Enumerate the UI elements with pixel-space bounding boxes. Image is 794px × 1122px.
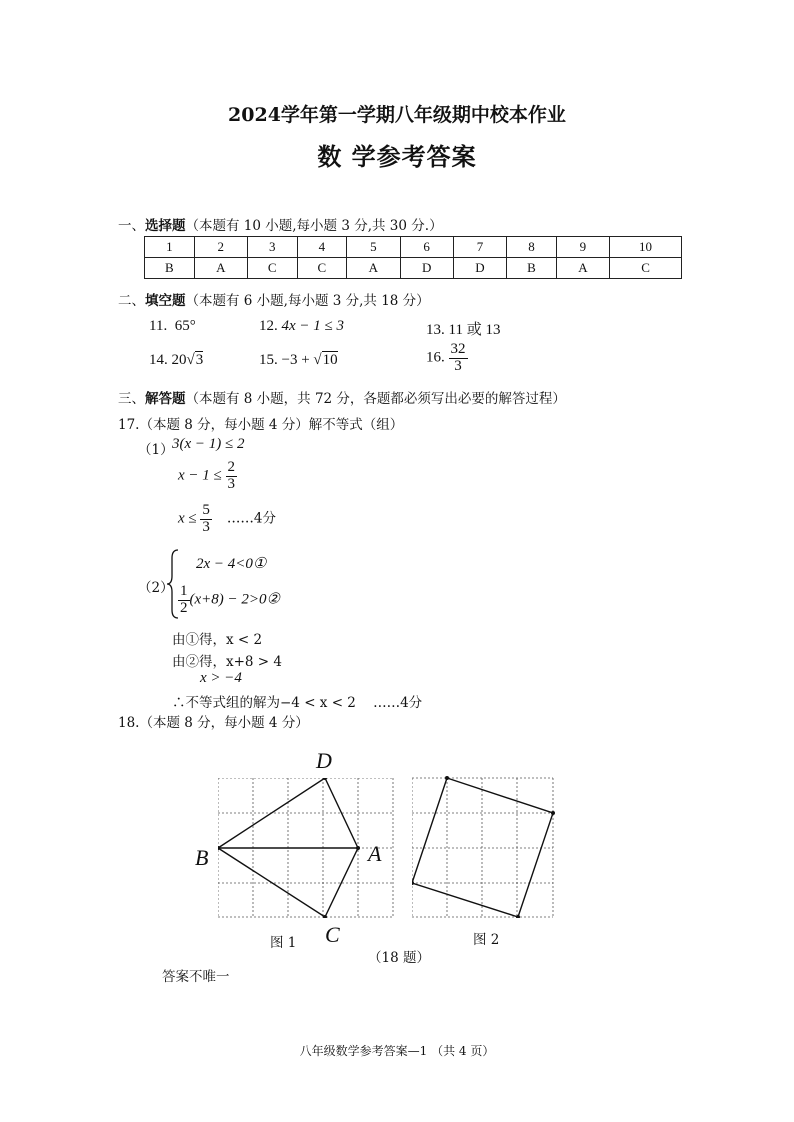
q18-note: 答案不唯一 — [162, 969, 230, 985]
answer-coefficient: 20 — [171, 352, 187, 368]
fraction-denominator: 2 — [180, 599, 188, 616]
table-cell: 4 — [297, 237, 347, 258]
section3-number: 三、 — [118, 391, 145, 407]
system-inequality-2 — [178, 584, 280, 617]
page-title: 2024学年第一学期八年级期中校本作业 — [228, 104, 566, 126]
table-cell: D — [453, 258, 506, 279]
fraction-denominator: 3 — [454, 357, 462, 374]
answer-16 — [426, 342, 468, 375]
table-cell: D — [400, 258, 453, 279]
fraction — [449, 342, 468, 375]
table-cell: C — [610, 258, 682, 279]
table-cell: C — [297, 258, 347, 279]
equation: (x+8) − 2>0② — [189, 591, 280, 608]
answer-value: 4x − 1 ≤ 3 — [281, 318, 345, 334]
q18-caption: （18 题） — [368, 950, 430, 966]
answer-12 — [259, 318, 344, 335]
answer-table-numbers-row — [145, 237, 682, 258]
section3-title: 解答题 — [145, 391, 186, 407]
table-cell: 7 — [453, 237, 506, 258]
table-cell: 8 — [507, 237, 557, 258]
system-inequality-1 — [196, 554, 266, 573]
section3-heading — [118, 387, 566, 407]
fraction-numerator: 2 — [227, 459, 236, 475]
section1-heading — [118, 214, 443, 234]
q17-step2: 由②得，x+8 > 4 — [172, 654, 282, 670]
sqrt-icon: √ — [313, 352, 322, 368]
equation: x − 1 ≤ — [178, 467, 222, 484]
fraction — [226, 460, 238, 493]
section2-note: （本题有 6 小题,每小题 3 分,共 18 分） — [185, 293, 430, 309]
table-cell: B — [145, 258, 195, 279]
answer-value: 11 或 13 — [448, 322, 501, 338]
answer-table-answers-row — [145, 258, 682, 279]
fraction-numerator: 1 — [180, 583, 188, 599]
q17-part1-line3 — [178, 503, 276, 536]
section1-title: 选择题 — [145, 218, 186, 234]
sqrt-icon: √ — [186, 352, 195, 368]
answer-number: 15. — [259, 352, 278, 368]
figure-2 — [412, 776, 558, 918]
equation: x ≤ — [178, 510, 197, 527]
label-A: A — [368, 841, 382, 866]
table-cell: 6 — [400, 237, 453, 258]
fraction-numerator: 5 — [202, 502, 210, 518]
answer-radicand: 3 — [195, 352, 204, 368]
answer-radicand: 10 — [322, 352, 338, 368]
answer-number: 13. — [426, 322, 445, 338]
q17-title: 17.（本题 8 分，每小题 4 分）解不等式（组） — [118, 417, 404, 433]
fraction-denominator: 3 — [227, 475, 236, 492]
grid-lines — [412, 778, 553, 917]
table-cell: A — [556, 258, 609, 279]
answer-13 — [426, 318, 500, 339]
score-note: ……4分 — [226, 510, 276, 527]
table-cell: 1 — [145, 237, 195, 258]
label-C: C — [325, 922, 340, 947]
answer-number: 11. — [149, 318, 168, 334]
figure-2-caption: 图 2 — [473, 932, 500, 948]
answer-number: 14. — [149, 352, 168, 368]
answer-prefix: −3 + — [281, 352, 314, 368]
answer-number: 16. — [426, 349, 445, 366]
section2-title: 填空题 — [145, 293, 186, 309]
answer-14 — [149, 352, 203, 369]
answer-table — [144, 236, 682, 279]
table-cell: A — [194, 258, 247, 279]
equation: 2x − 4<0① — [196, 556, 267, 572]
table-cell: 3 — [247, 237, 297, 258]
table-cell: A — [347, 258, 400, 279]
table-cell: 9 — [556, 237, 609, 258]
label-B: B — [195, 845, 209, 870]
section2-heading — [118, 289, 430, 309]
vertex-points — [412, 776, 555, 918]
fraction — [200, 503, 212, 536]
answer-number: 12. — [259, 318, 278, 334]
q17-part1-line1 — [172, 436, 245, 453]
table-cell: 5 — [347, 237, 400, 258]
q17-part2-label: （2） — [138, 580, 174, 596]
q17-step3: x > −4 — [200, 670, 242, 686]
table-cell: B — [507, 258, 557, 279]
figure-1-caption: 图 1 — [270, 935, 297, 951]
answer-15 — [259, 352, 338, 369]
table-cell: 10 — [610, 237, 682, 258]
section3-note: （本题有 8 小题，共 72 分，各题都必须写出必要的解答过程） — [185, 391, 566, 407]
page-footer: 八年级数学参考答案—1 （共 4 页） — [299, 1044, 495, 1058]
table-cell: C — [247, 258, 297, 279]
section1-note: （本题有 10 小题,每小题 3 分,共 30 分.） — [185, 218, 443, 234]
label-D: D — [316, 748, 332, 773]
q17-part1-line2 — [178, 460, 237, 493]
fraction-numerator: 32 — [450, 341, 466, 357]
conclusion-text: ∴不等式组的解为−4 < x < 2 — [172, 695, 356, 711]
equation: 3(x − 1) ≤ 2 — [172, 436, 245, 452]
q17-step1: 由①得，x < 2 — [172, 632, 263, 648]
fraction — [178, 584, 190, 617]
q18-title: 18.（本题 8 分，每小题 4 分） — [118, 715, 309, 731]
square-shape — [412, 778, 553, 917]
section2-number: 二、 — [118, 293, 145, 309]
q17-part1-label: （1） — [138, 442, 174, 458]
fraction-denominator: 3 — [202, 518, 210, 535]
q17-conclusion — [172, 691, 422, 711]
page-subtitle: 数 学参考答案 — [317, 142, 477, 171]
section1-number: 一、 — [118, 218, 145, 234]
score-note: ……4分 — [373, 695, 423, 711]
answer-value: 65° — [174, 318, 196, 334]
answer-11 — [149, 318, 196, 335]
table-cell: 2 — [194, 237, 247, 258]
